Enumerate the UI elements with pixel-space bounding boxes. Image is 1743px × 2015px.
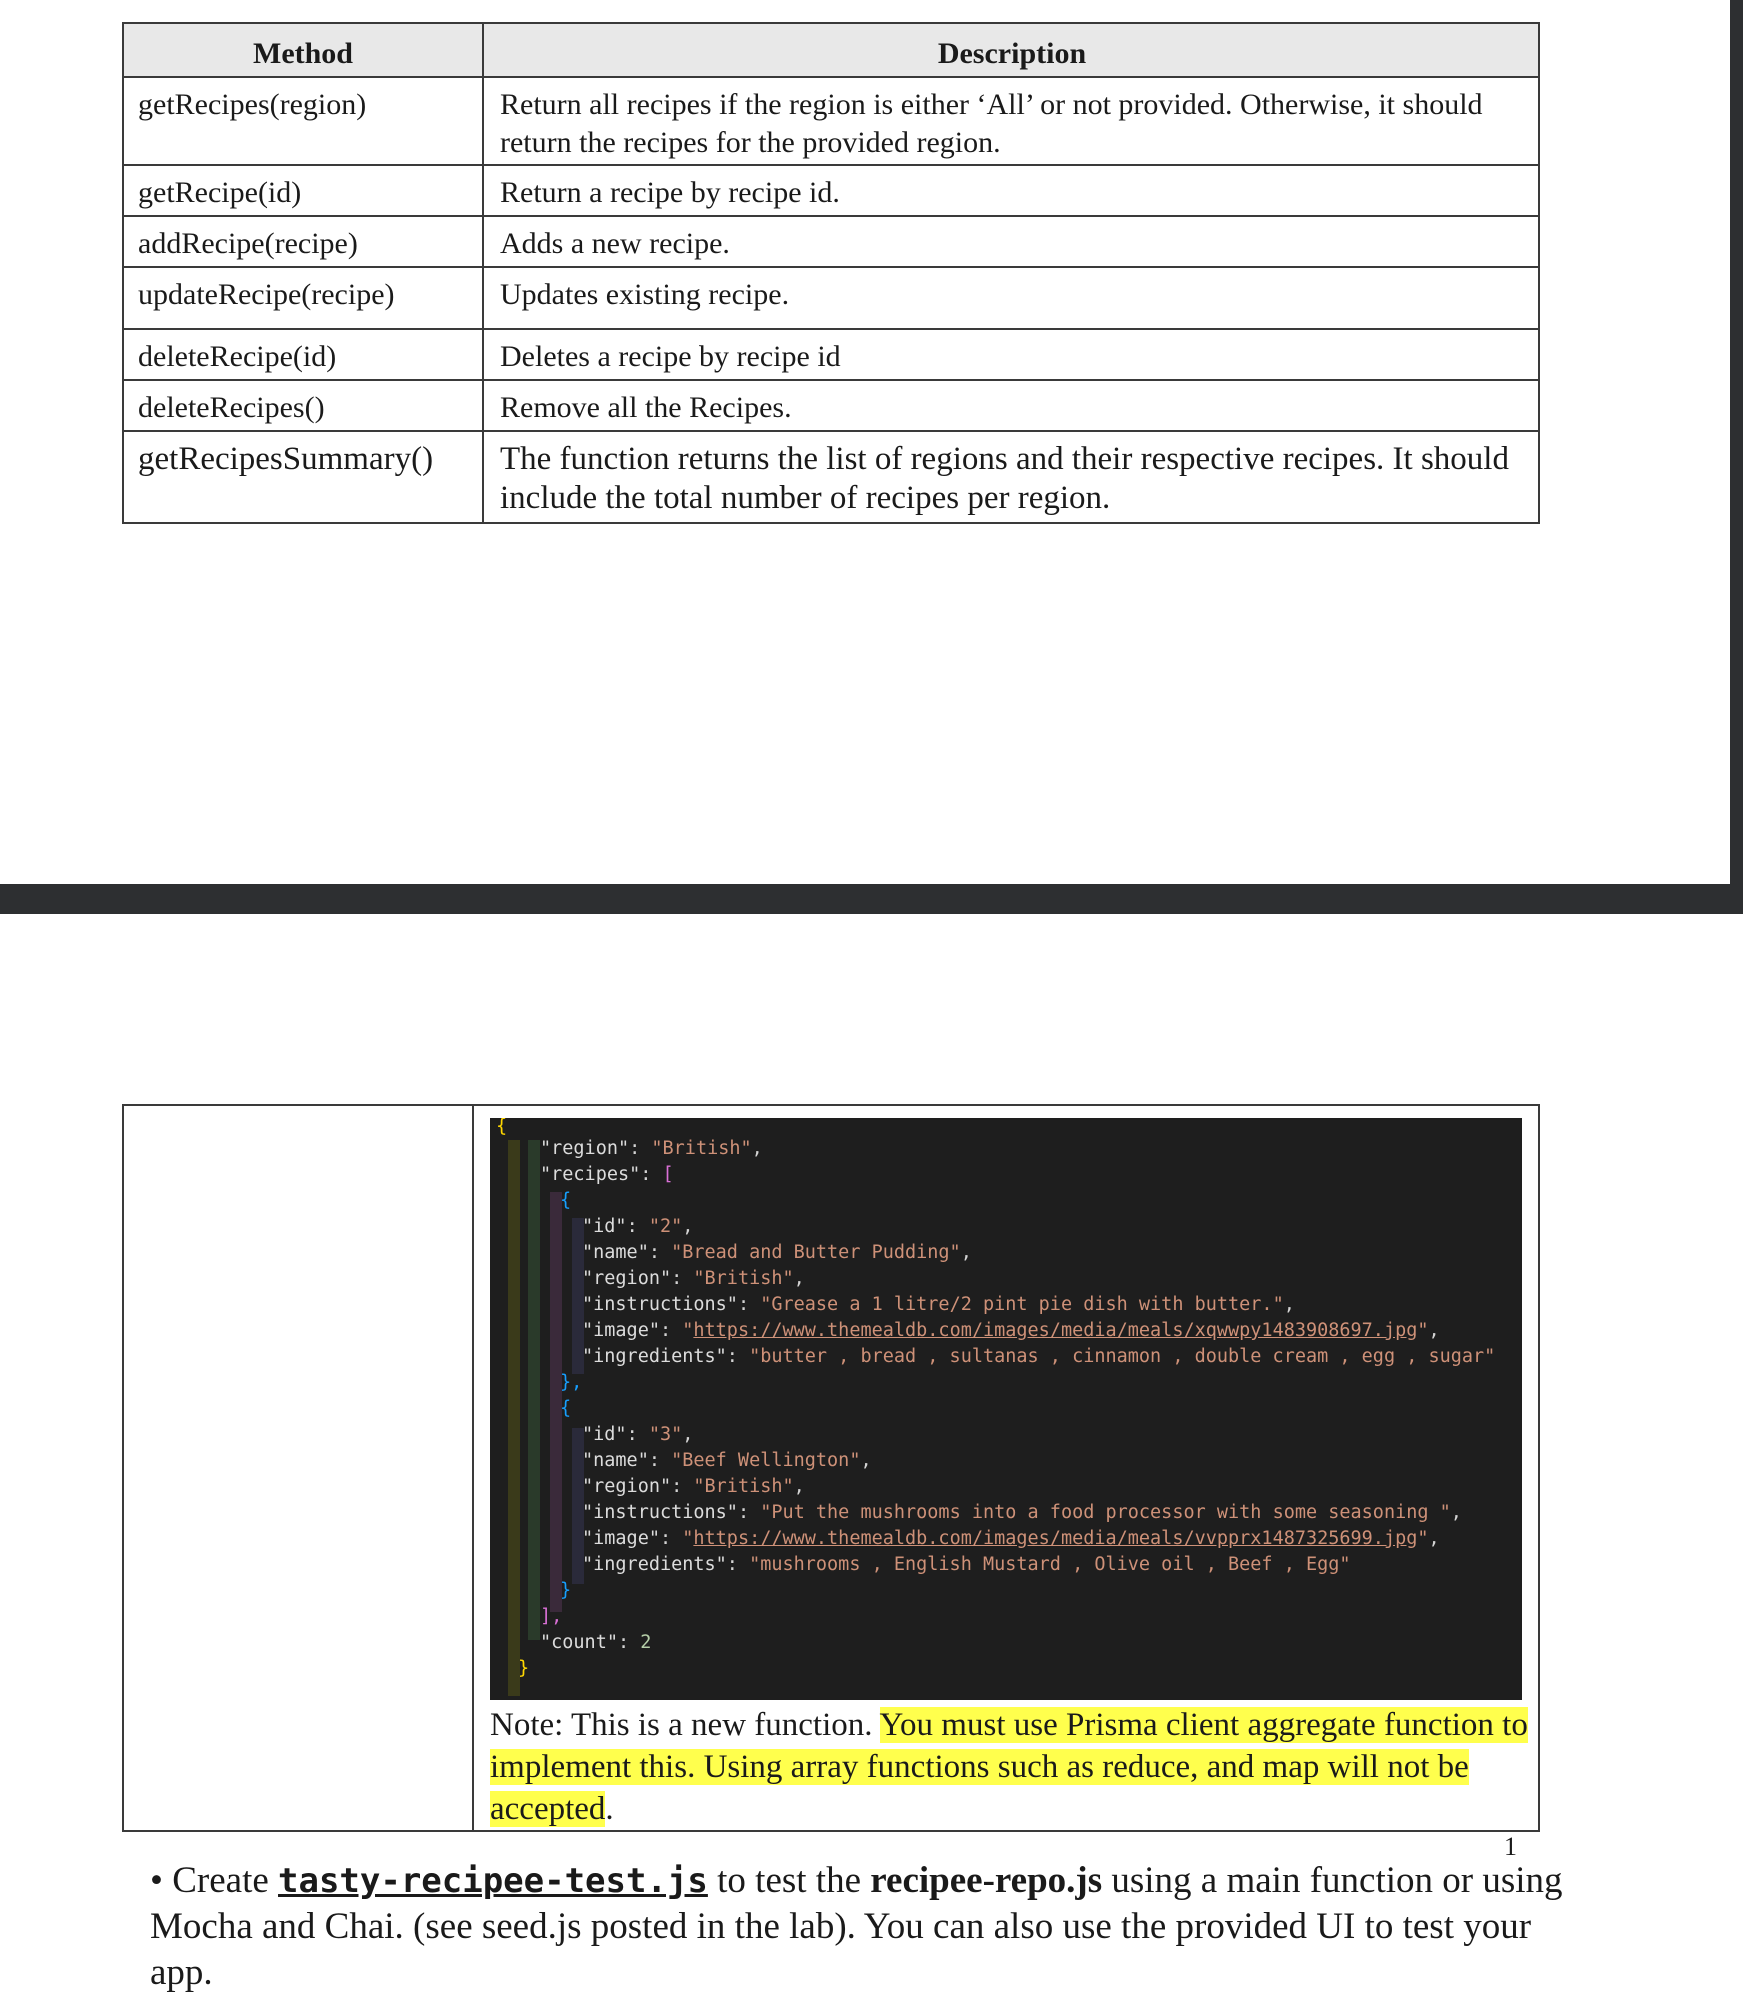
method-cell: addRecipe(recipe) xyxy=(123,216,483,267)
code-line: } xyxy=(560,1580,572,1601)
method-cell: getRecipes(region) xyxy=(123,77,483,165)
test-file-name: tasty-recipee-test.js xyxy=(278,1861,708,1901)
code-line: "ingredients": "mushrooms , English Mustard , Olive oil , Beef , Egg" xyxy=(582,1554,1351,1575)
summary-table xyxy=(122,1104,1540,1832)
code-line: "count": 2 xyxy=(540,1632,652,1653)
description-cell: Return a recipe by recipe id. xyxy=(483,165,1539,216)
summary-description-cell xyxy=(473,1105,1539,1831)
bullet-marker: • xyxy=(150,1860,163,1901)
code-line: "id": "2", xyxy=(582,1216,694,1237)
empty-method-cell xyxy=(123,1105,473,1831)
repo-file-name: recipee-repo.js xyxy=(870,1860,1103,1901)
code-line: "region": "British", xyxy=(582,1268,805,1289)
code-line: "instructions": "Grease a 1 litre/2 pint pie dish with butter.", xyxy=(582,1294,1295,1315)
indent-guide xyxy=(508,1140,520,1696)
code-line: { xyxy=(560,1398,572,1419)
code-line: } xyxy=(518,1658,530,1679)
table-row xyxy=(123,267,1539,329)
header-method: Method xyxy=(123,23,483,77)
header-description: Description xyxy=(483,23,1539,77)
json-code-screenshot xyxy=(490,1118,1522,1700)
method-cell: getRecipesSummary() xyxy=(123,431,483,523)
page-edge-shadow xyxy=(1730,0,1743,884)
code-line: "recipes": [ xyxy=(540,1164,674,1185)
code-line: "region": "British", xyxy=(582,1476,805,1497)
description-cell: The function returns the list of regions and their respective recipes. It should include the total number of recipes per region. xyxy=(483,431,1539,523)
code-line: "name": "Bread and Butter Pudding", xyxy=(582,1242,972,1263)
description-cell: Adds a new recipe. xyxy=(483,216,1539,267)
implementation-note: Note: This is a new function. You must use Prisma client aggregate function to implement this. Using array functions such as reduce, and map will not be accepted. xyxy=(490,1707,1528,1827)
table-row xyxy=(123,216,1539,267)
code-line: "name": "Beef Wellington", xyxy=(582,1450,872,1471)
table-row xyxy=(123,329,1539,380)
highlighted-requirement: You must use Prisma client aggregate function to implement this. Using array functions such as reduce, and map will not be accepted xyxy=(490,1707,1528,1827)
table-header-row xyxy=(123,23,1539,77)
page-separator xyxy=(0,884,1743,914)
bullet-instruction: • Create tasty-recipee-test.js to test the recipee-repo.js using a main function or using Mocha and Chai. (see seed.js posted in the lab). You can also use the provided UI to test your app. xyxy=(150,1860,1563,1993)
table-row xyxy=(123,77,1539,165)
methods-table xyxy=(122,22,1540,524)
description-cell: Deletes a recipe by recipe id xyxy=(483,329,1539,380)
code-line: "image": "https://www.themealdb.com/images/media/meals/xqwwpy1483908697.jpg", xyxy=(582,1320,1440,1341)
page-number: 1 xyxy=(1504,1832,1517,1861)
method-cell: deleteRecipe(id) xyxy=(123,329,483,380)
code-line: "image": "https://www.themealdb.com/images/media/meals/vvpprx1487325699.jpg", xyxy=(582,1528,1440,1549)
code-line: { xyxy=(560,1190,572,1211)
code-line: "instructions": "Put the mushrooms into a food processor with some seasoning ", xyxy=(582,1502,1462,1523)
description-cell: Return all recipes if the region is either ‘All’ or not provided. Otherwise, it should return the recipes for the provided region. xyxy=(483,77,1539,165)
code-line: "region": "British", xyxy=(540,1138,763,1159)
indent-guide xyxy=(528,1140,540,1640)
table-row xyxy=(123,165,1539,216)
method-cell: getRecipe(id) xyxy=(123,165,483,216)
code-line: }, xyxy=(560,1372,583,1393)
table-row xyxy=(123,380,1539,431)
code-line: ], xyxy=(540,1606,563,1627)
code-line: "id": "3", xyxy=(582,1424,694,1445)
method-cell: updateRecipe(recipe) xyxy=(123,267,483,329)
code-line: { xyxy=(496,1118,508,1137)
description-cell: Remove all the Recipes. xyxy=(483,380,1539,431)
table-row xyxy=(123,431,1539,523)
code-line: "ingredients": "butter , bread , sultanas , cinnamon , double cream , egg , sugar" xyxy=(582,1346,1496,1367)
description-cell: Updates existing recipe. xyxy=(483,267,1539,329)
method-cell: deleteRecipes() xyxy=(123,380,483,431)
table-row xyxy=(123,1105,1539,1831)
